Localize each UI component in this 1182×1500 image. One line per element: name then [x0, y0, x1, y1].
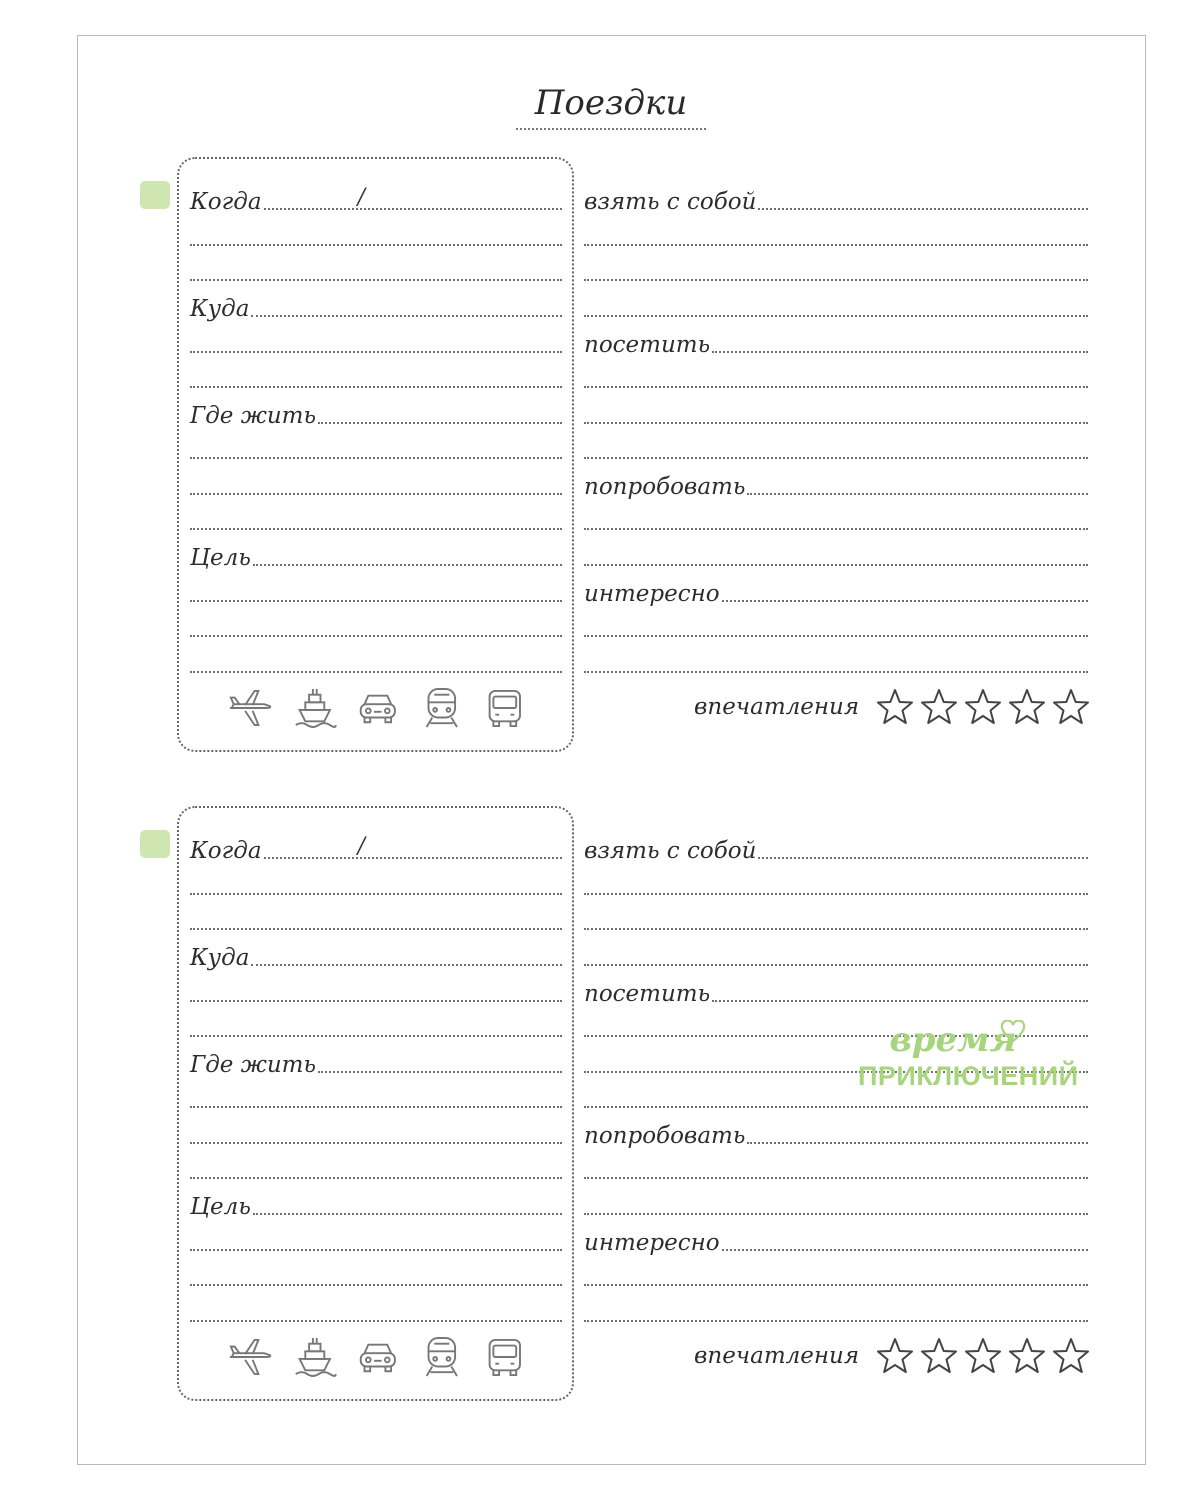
- blank-line[interactable]: [190, 1073, 562, 1113]
- star-icon[interactable]: [919, 1336, 959, 1376]
- brand-logo: [858, 1020, 1079, 1110]
- transport-icons: [228, 684, 528, 732]
- blank-line[interactable]: [584, 638, 1088, 678]
- when-label: Когда: [190, 838, 262, 864]
- take-label: взять с собой: [584, 838, 757, 864]
- star-icon[interactable]: [919, 687, 959, 727]
- star-icon[interactable]: [1051, 687, 1091, 727]
- blank-line[interactable]: [584, 1144, 1088, 1184]
- when-field[interactable]: [190, 175, 562, 215]
- interesting-field[interactable]: [584, 567, 1088, 607]
- star-icon[interactable]: [963, 1336, 1003, 1376]
- blank-line[interactable]: [190, 1002, 562, 1042]
- star-icon[interactable]: [1051, 1336, 1091, 1376]
- blank-line[interactable]: [584, 389, 1088, 429]
- section-marker: [140, 830, 170, 858]
- blank-line[interactable]: [190, 211, 562, 251]
- try-field[interactable]: [584, 1109, 1088, 1149]
- transport-icons: [228, 1333, 528, 1381]
- blank-line[interactable]: [190, 353, 562, 393]
- blank-line[interactable]: [584, 246, 1088, 286]
- star-icon[interactable]: [1007, 687, 1047, 727]
- airplane-icon[interactable]: [228, 1334, 274, 1380]
- ship-icon[interactable]: [292, 685, 338, 731]
- blank-line[interactable]: [190, 424, 562, 464]
- interesting-field[interactable]: [584, 1216, 1088, 1256]
- date-separator: /: [357, 185, 365, 210]
- ship-icon[interactable]: [292, 1334, 338, 1380]
- blank-line[interactable]: [190, 1251, 562, 1291]
- where-label: Куда: [190, 945, 250, 971]
- try-label: попробовать: [584, 474, 746, 500]
- impressions-label: впечатления: [694, 1343, 860, 1369]
- blank-line[interactable]: [190, 318, 562, 358]
- blank-line[interactable]: [584, 353, 1088, 393]
- take-field[interactable]: [584, 175, 1088, 215]
- blank-line[interactable]: [190, 1216, 562, 1256]
- stay-label: Где жить: [190, 403, 317, 429]
- try-label: попробовать: [584, 1123, 746, 1149]
- stay-field[interactable]: [190, 1038, 562, 1078]
- where-label: Куда: [190, 296, 250, 322]
- when-label: Когда: [190, 189, 262, 215]
- star-icon[interactable]: [875, 1336, 915, 1376]
- train-icon[interactable]: [419, 685, 465, 731]
- blank-line[interactable]: [190, 895, 562, 935]
- goal-field[interactable]: [190, 531, 562, 571]
- star-rating: [875, 1336, 1091, 1376]
- bus-icon[interactable]: [482, 685, 528, 731]
- blank-line[interactable]: [190, 246, 562, 286]
- blank-line[interactable]: [190, 1287, 562, 1327]
- blank-line[interactable]: [584, 495, 1088, 535]
- date-separator: /: [357, 834, 365, 859]
- blank-line[interactable]: [584, 1287, 1088, 1327]
- car-icon[interactable]: [355, 685, 401, 731]
- blank-line[interactable]: [190, 967, 562, 1007]
- visit-label: посетить: [584, 332, 711, 358]
- stay-label: Где жить: [190, 1052, 317, 1078]
- airplane-icon[interactable]: [228, 685, 274, 731]
- blank-line[interactable]: [190, 495, 562, 535]
- blank-line[interactable]: [584, 860, 1088, 900]
- blank-line[interactable]: [584, 282, 1088, 322]
- where-field[interactable]: [190, 931, 562, 971]
- blank-line[interactable]: [584, 602, 1088, 642]
- blank-line[interactable]: [584, 931, 1088, 971]
- page-title: Поездки: [516, 80, 706, 130]
- visit-field[interactable]: [584, 967, 1088, 1007]
- blank-line[interactable]: [190, 602, 562, 642]
- star-rating: [875, 687, 1091, 727]
- star-icon[interactable]: [875, 687, 915, 727]
- interesting-label: интересно: [584, 581, 720, 607]
- interesting-label: интересно: [584, 1230, 720, 1256]
- blank-line[interactable]: [190, 1109, 562, 1149]
- blank-line[interactable]: [190, 638, 562, 678]
- logo-line-1: время: [889, 1020, 1017, 1060]
- impressions-label: впечатления: [694, 694, 860, 720]
- bus-icon[interactable]: [482, 1334, 528, 1380]
- take-label: взять с собой: [584, 189, 757, 215]
- goal-field[interactable]: [190, 1180, 562, 1220]
- blank-line[interactable]: [190, 1144, 562, 1184]
- trip-section-1: [0, 157, 1182, 757]
- section-marker: [140, 181, 170, 209]
- when-field[interactable]: [190, 824, 562, 864]
- impressions-rating: [694, 1334, 1091, 1378]
- where-field[interactable]: [190, 282, 562, 322]
- blank-line[interactable]: [584, 531, 1088, 571]
- car-icon[interactable]: [355, 1334, 401, 1380]
- logo-line-2: ПРИКЛЮЧЕНИЙ: [858, 1061, 1079, 1091]
- blank-line[interactable]: [584, 424, 1088, 464]
- blank-line[interactable]: [190, 460, 562, 500]
- blank-line[interactable]: [190, 567, 562, 607]
- visit-label: посетить: [584, 981, 711, 1007]
- train-icon[interactable]: [419, 1334, 465, 1380]
- visit-field[interactable]: [584, 318, 1088, 358]
- heart-icon: [1000, 1020, 1026, 1044]
- impressions-rating: [694, 685, 1091, 729]
- goal-label: Цель: [190, 545, 251, 571]
- blank-line[interactable]: [584, 1251, 1088, 1291]
- blank-line[interactable]: [584, 895, 1088, 935]
- blank-line[interactable]: [584, 1180, 1088, 1220]
- star-icon[interactable]: [1007, 1336, 1047, 1376]
- stay-field[interactable]: [190, 389, 562, 429]
- star-icon[interactable]: [963, 687, 1003, 727]
- blank-line[interactable]: [584, 211, 1088, 251]
- try-field[interactable]: [584, 460, 1088, 500]
- goal-label: Цель: [190, 1194, 251, 1220]
- blank-line[interactable]: [190, 860, 562, 900]
- take-field[interactable]: [584, 824, 1088, 864]
